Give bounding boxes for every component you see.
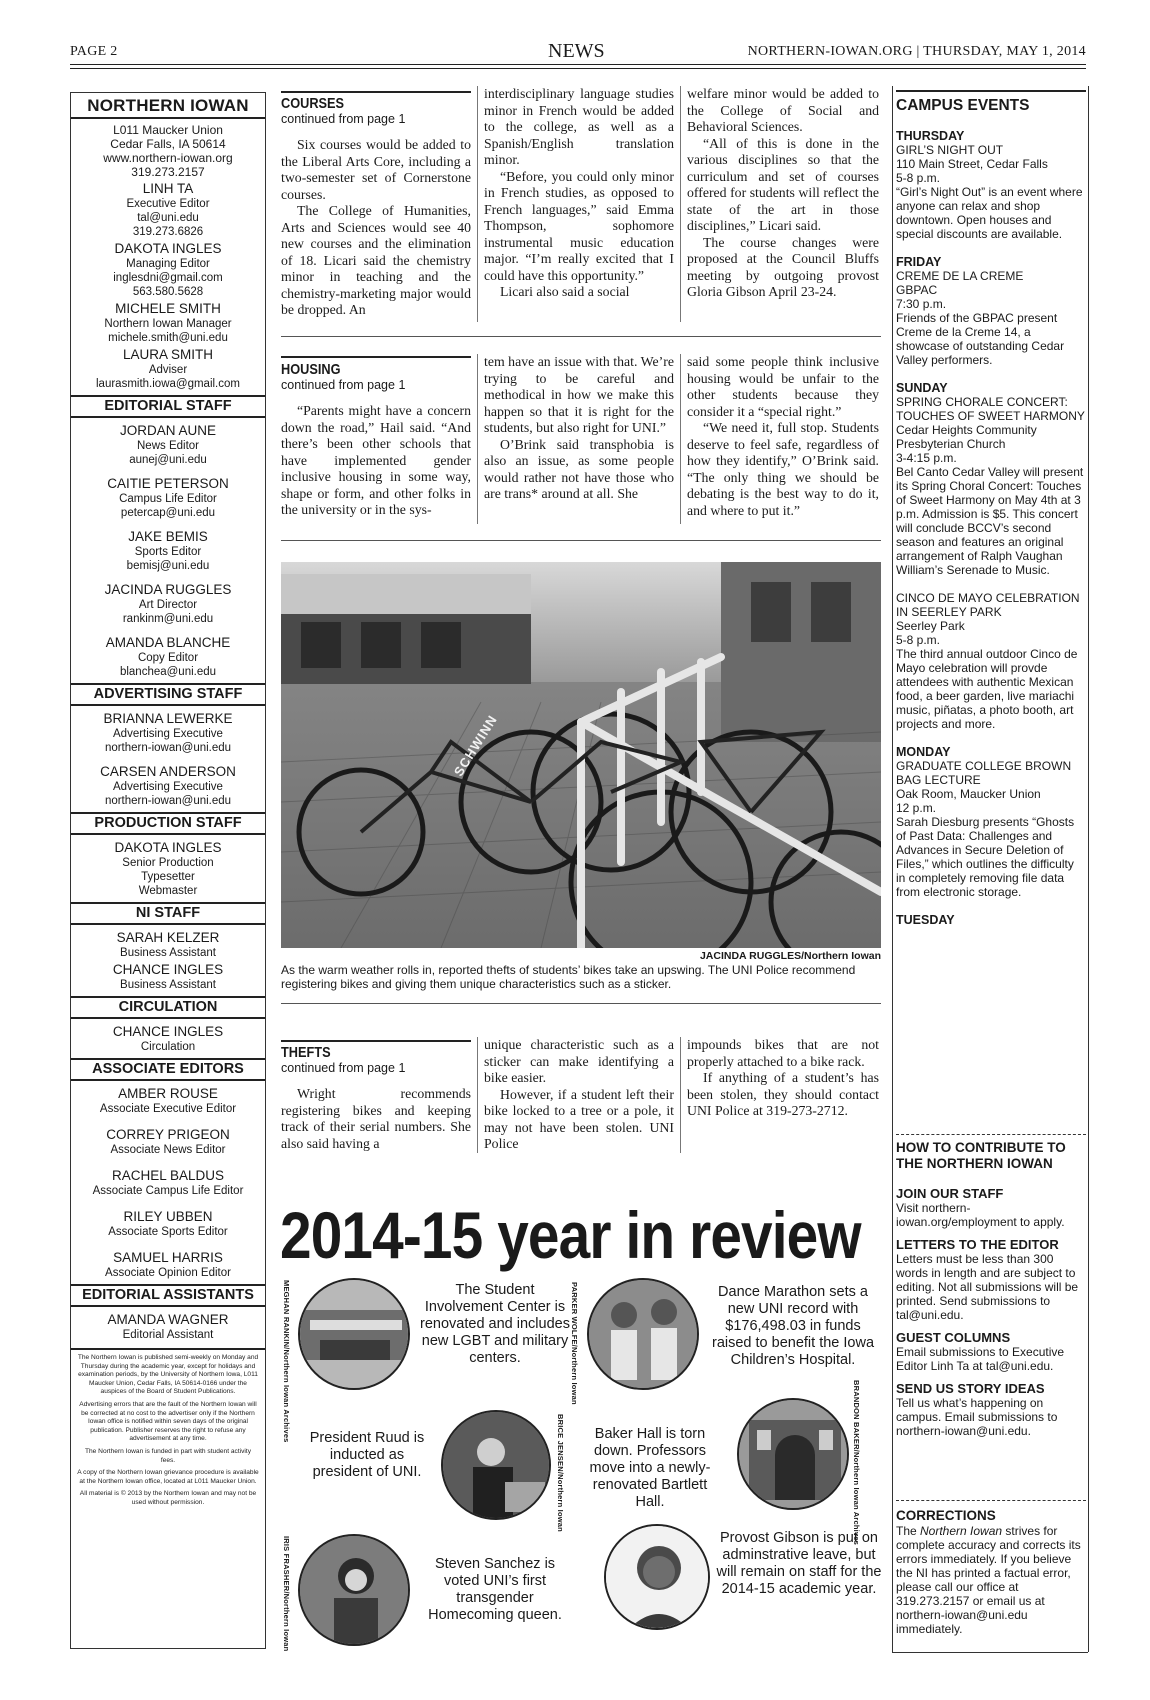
photo-credit: PARKER WOLFE/Northern Iowan	[570, 1282, 579, 1405]
thefts-kicker: THEFTS	[281, 1044, 331, 1061]
masthead-address: L011 Maucker Union Cedar Falls, IA 50614 www.northern-iowan.org 319.273.2157	[71, 123, 265, 179]
website-link[interactable]: www.northern-iowan.org	[103, 151, 233, 165]
section-ni-staff: NI STAFF	[71, 902, 265, 925]
continued-label: continued from page 1	[281, 112, 406, 126]
contribute-text: Email submissions to Executive Editor Linh Ta at tal@uni.edu.	[896, 1345, 1065, 1373]
review-president-ruud: President Ruud is inducted as president of UNI.	[309, 1430, 425, 1480]
staff-entry: CHANCE INGLES Business Assistant	[112, 962, 224, 991]
section-editorial-staff: EDITORIAL STAFF	[71, 395, 265, 418]
staff-entry: AMANDA WAGNER Editorial Assistant	[107, 1312, 229, 1341]
staff-entry: SARAH KELZER Business Assistant	[116, 930, 220, 959]
contribute-heading: SEND US STORY IDEAS	[896, 1381, 1045, 1396]
section-editorial-assistants: EDITORIAL ASSISTANTS	[71, 1284, 265, 1307]
bike-rack-photo	[281, 562, 881, 948]
corrections-title: CORRECTIONS	[896, 1508, 996, 1523]
staff-laura-smith: LAURA SMITH Adviser laurasmith.iowa@gmail.com	[71, 347, 265, 391]
email-link[interactable]: michele.smith@uni.edu	[108, 332, 228, 344]
contribute-text: Visit northern-iowan.org/employment to apply.	[896, 1201, 1065, 1229]
staff-entry: BRIANNA LEWERKE Advertising Executive northern-iowan@uni.edu	[71, 711, 265, 755]
section-production-staff: PRODUCTION STAFF	[71, 812, 265, 835]
how-to-contribute	[896, 1140, 1086, 1438]
steven-sanchez-photo	[298, 1534, 410, 1646]
photo-credit: BRANDON BAKER/Northern Iowan Archives	[852, 1380, 861, 1546]
event-item: CINCO DE MAYO CELEBRATION IN SEERLEY PARK Seerley Park 5-8 p.m. The third annual outdoor Cinco de Mayo celebration will provde attendees with authentic Mexican food, a beer garden, live mariachi music, piñatas, a photo booth, art projects and more.	[896, 591, 1080, 731]
email-link[interactable]: northern-iowan@uni.edu	[104, 795, 232, 807]
staff-entry: AMANDA BLANCHE Copy Editor blanchea@uni.edu	[71, 635, 265, 679]
contribute-heading: LETTERS TO THE EDITOR	[896, 1237, 1059, 1252]
corrections	[896, 1508, 1086, 1636]
year-in-review-title: 2014-15 year in review	[280, 1198, 861, 1272]
day-sunday: SUNDAY	[896, 381, 948, 395]
courses-col1: COURSES continued from page 1 Six courses would be added to the Liberal Arts Core, including a two-semester set of Cornerstone courses. The College of Humanities, Arts and Sciences would see 40 new courses and the elimination of 18. Licari said the chemistry minor in teaching and the chemistry-marketing major would be dropped. An	[281, 95, 471, 317]
photo-credit: BRICE JENSEN/Northern Iowan	[556, 1414, 565, 1532]
masthead	[70, 92, 266, 1649]
photo-caption: As the warm weather rolls in, reported thefts of students’ bikes take an upswing. The UNI Police recommend registering bikes and giving them unique characteristics such as a sticker.	[281, 963, 856, 991]
staff-entry: CAITIE PETERSON Campus Life Editor petercap@uni.edu	[71, 476, 265, 520]
email-link[interactable]: bemisj@uni.edu	[126, 560, 210, 572]
fine-print: The Northern Iowan is published semi-weekly on Monday and Thursday during the academic year, except for holidays and examination periods, by the University of Northern Iowa, L011 Maucker Union, Cedar Falls, IA 50614-0166 under the auspices of the Board of Student Publications. Advertising errors that are the fault of the Northern Iowan will be corrected at no cost to the advertiser only if the Northern Iowan office is notified within seven days of the original publication. Publisher reserves the right to refuse any advertisement at any time. The Northern Iowan is funded in part with student activity fees. A copy of the Northern Iowan grievance procedure is available at the Northern Iowan office, located at L011 Maucker Union. All material is © 2013 by the Northern Iowan and may not be used without permission.	[77, 1354, 259, 1506]
staff-entry: SAMUEL HARRIS Associate Opinion Editor	[105, 1250, 231, 1279]
staff-entry: JORDAN AUNE News Editor aunej@uni.edu	[71, 423, 265, 467]
photo-credit: JACINDA RUGGLES/Northern Iowan	[699, 950, 881, 962]
president-ruud-photo	[441, 1410, 551, 1520]
corrections-text: The Northern Iowan strives for complete accuracy and corrects its errors immediately. If you believe the NI has printed a factual error, please call our office at 319.273.2157 or email us at northern-iowan@uni.edu immediately.	[896, 1524, 1081, 1636]
photo-credit: IRIS FRASHER/Northern Iowan	[282, 1536, 291, 1652]
staff-entry: DAKOTA INGLES Senior Production Typesetter Webmaster	[114, 840, 222, 897]
staff-michele-smith: MICHELE SMITH Northern Iowan Manager michele.smith@uni.edu	[71, 301, 265, 345]
courses-col2: interdisciplinary language studies minor in French would be added to the college, as well as a Spanish/English translation minor. “Before, you could only minor in French studies, as opposed to French languages,” said Emma Thompson, sophomore instrumental music education major. “I’m really excited that I could have this opportunity.” Licari also said a social	[484, 86, 674, 299]
staff-entry: CHANCE INGLES Circulation	[112, 1024, 224, 1053]
campus-events-title: CAMPUS EVENTS	[896, 97, 1030, 114]
day-tuesday: TUESDAY	[896, 913, 955, 927]
email-link[interactable]: northern-iowan@uni.edu	[104, 742, 232, 754]
campus-events	[896, 92, 1086, 927]
contribute-text: Tell us what’s happening on campus. Email submissions to northern-iowan@uni.edu.	[896, 1396, 1058, 1438]
thefts-col3: impounds bikes that are not properly attached to a bike rack. If anything of a student’s has been stolen, they should contact UNI Police at 319-273-2712.	[687, 1037, 879, 1118]
continued-label: continued from page 1	[281, 378, 406, 392]
review-steven-sanchez: Steven Sanchez is voted UNI’s first transgender Homecoming queen.	[428, 1556, 562, 1623]
staff-entry: AMBER ROUSE Associate Executive Editor	[99, 1086, 237, 1115]
staff-dakota-ingles: DAKOTA INGLES Managing Editor inglesdni@gmail.com 563.580.5628	[71, 241, 265, 299]
student-involvement-photo	[298, 1278, 410, 1390]
review-dance-marathon: Dance Marathon sets a new UNI record with $176,498.03 in funds raised to benefit the Iowa Children’s Hospital.	[711, 1284, 875, 1368]
section-title: NEWS	[548, 40, 605, 62]
contribute-title: HOW TO CONTRIBUTE TO THE NORTHERN IOWAN	[896, 1140, 1066, 1171]
staff-linh-ta: LINH TA Executive Editor tal@uni.edu 319.273.6826	[71, 181, 265, 239]
bicycles-image	[281, 562, 881, 948]
email-link[interactable]: blanchea@uni.edu	[119, 666, 217, 678]
staff-entry: CORREY PRIGEON Associate News Editor	[106, 1127, 230, 1156]
email-link[interactable]: laurasmith.iowa@gmail.com	[96, 378, 240, 390]
day-monday: MONDAY	[896, 745, 951, 759]
review-student-involvement: The Student Involvement Center is renovated and includes new LGBT and military centers.	[420, 1282, 570, 1366]
page-number: PAGE 2	[70, 44, 118, 59]
bike-brand-label: SCHWINN	[450, 712, 501, 779]
section-advertising-staff: ADVERTISING STAFF	[71, 683, 265, 706]
contribute-text: Letters must be less than 300 words in length and are subject to editing. Not all submissions will be printed. Send submissions to tal@uni.edu.	[896, 1252, 1079, 1322]
staff-entry: JAKE BEMIS Sports Editor bemisj@uni.edu	[71, 529, 265, 573]
provost-gibson-photo	[604, 1524, 710, 1630]
staff-entry: JACINDA RUGGLES Art Director rankinm@uni.edu	[71, 582, 265, 626]
email-link[interactable]: inglesdni@gmail.com	[113, 272, 223, 284]
event-item: GRADUATE COLLEGE BROWN BAG LECTURE Oak Room, Maucker Union 12 p.m. Sarah Diesburg presents “Ghosts of Past Data: Challenges and Advances in Secure Deletion of Files,” which outlines the difficulty in completely removing file data from electronic storage.	[896, 759, 1075, 899]
day-friday: FRIDAY	[896, 255, 942, 269]
thefts-col1: THEFTS continued from page 1 Wright recommends registering bikes and keeping track of their serial numbers. She also said having a	[281, 1044, 471, 1151]
continued-label: continued from page 1	[281, 1061, 406, 1075]
review-provost-gibson: Provost Gibson is put on adminstrative leave, but will remain on staff for the 2014-15 academic year.	[716, 1530, 882, 1597]
email-link[interactable]: tal@uni.edu	[137, 212, 199, 224]
staff-entry: RILEY UBBEN Associate Sports Editor	[108, 1209, 228, 1238]
day-thursday: THURSDAY	[896, 129, 965, 143]
housing-col1: HOUSING continued from page 1 “Parents might have a concern down the road,” Hail said. “And there’s been other schools that have implemented gender inclusive housing in some way, shape or form, and other folks in the university or in the sys-	[281, 361, 471, 517]
housing-col2: tem have an issue with that. We’re trying to be careful and methodical in how we make this happen so that it is right for the students, but also right for UNI.” O’Brink said transphobia is also an issue, as some people would rather not have those who are trans* around at all. She	[484, 354, 674, 501]
review-baker-hall: Baker Hall is torn down. Professors move into a newly-renovated Bartlett Hall.	[589, 1426, 711, 1510]
event-item: SPRING CHORALE CONCERT: TOUCHES OF SWEET HARMONY Cedar Heights Community Presbyterian Church 3-4:15 p.m. Bel Canto Cedar Valley will present its Spring Choral Concert: Touches of Sweet Harmony on May 4th at 3 p.m. Admission is $5. This concert will conclude BCCV’s second season and features an original arrangement of Ralph Vaughan William’s Serenade to Music.	[896, 395, 1085, 577]
thefts-col2: unique characteristic such as a sticker can make identifying a bike easier. However, if a student left their bike locked to a tree or a pole, it may not have been stolen. UNI Police	[484, 1037, 674, 1151]
photo-credit: MEGHAN RANKIN/Northern Iowan Archives	[282, 1280, 291, 1443]
event-item: GIRL’S NIGHT OUT 110 Main Street, Cedar Falls 5-8 p.m. “Girl’s Night Out” is an event where anyone can relax and shop downtown. Open houses and special discounts are available.	[896, 143, 1083, 241]
courses-kicker: COURSES	[281, 95, 345, 112]
site-date: NORTHERN-IOWAN.ORG | THURSDAY, MAY 1, 2014	[747, 44, 1086, 59]
housing-kicker: HOUSING	[281, 361, 341, 378]
housing-col3: said some people think inclusive housing would be unfair to the other students because they consider it a “special right.” “We need it, full stop. Students deserve to feel safe, regardless of how they identify,” O’Brink said. “The only thing we should be debating is the best way to do it, and where to put it.”	[687, 354, 879, 518]
staff-entry: RACHEL BALDUS Associate Campus Life Editor	[92, 1168, 244, 1197]
email-link[interactable]: rankinm@uni.edu	[122, 613, 214, 625]
section-circulation: CIRCULATION	[71, 996, 265, 1019]
dance-marathon-photo	[587, 1278, 699, 1390]
masthead-title: NORTHERN IOWAN	[71, 93, 265, 119]
event-item: CREME DE LA CREME GBPAC 7:30 p.m. Friends of the GBPAC present Creme de la Creme 14, a showcase of outstanding Cedar Valley performers.	[896, 269, 1065, 367]
contribute-heading: JOIN OUR STAFF	[896, 1186, 1004, 1201]
bartlett-hall-photo	[737, 1398, 849, 1510]
contribute-heading: GUEST COLUMNS	[896, 1330, 1011, 1345]
section-associate-editors: ASSOCIATE EDITORS	[71, 1058, 265, 1081]
email-link[interactable]: aunej@uni.edu	[129, 454, 207, 466]
header-rule	[70, 64, 1086, 65]
staff-entry: CARSEN ANDERSON Advertising Executive northern-iowan@uni.edu	[71, 764, 265, 808]
courses-col3: welfare minor would be added to the College of Social and Behavioral Sciences. “All of this is done in the various disciplines so that the curriculum and set of courses offered for students will reflect the state of the art in those disciplines,” Licari said. The course changes were proposed at the Council Bluffs meeting by outgoing provost Gloria Gibson April 23-24.	[687, 86, 879, 299]
email-link[interactable]: petercap@uni.edu	[120, 507, 216, 519]
